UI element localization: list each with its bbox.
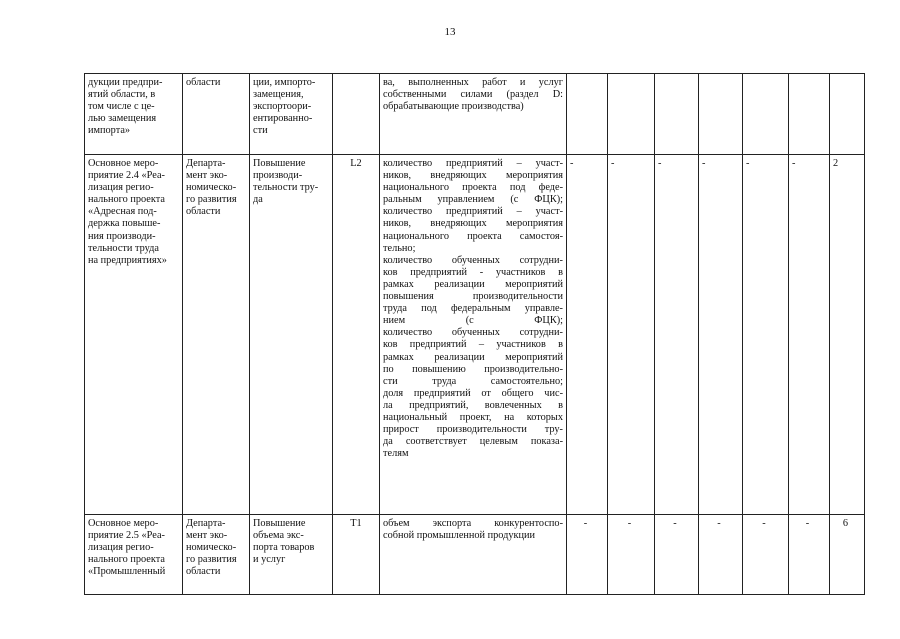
responsible-cell-line: мент эко- [186,530,228,542]
goal-cell-line: ции, импорто- [253,77,316,88]
value-cell: - [699,515,743,595]
indicator-code-cell: L2 [333,155,380,515]
value-cell: - [743,515,789,595]
goal-cell [250,155,333,515]
indicator-description-cell-line: да соответствует целевым показа- [383,436,563,448]
goal-cell-line: производи- [253,170,303,182]
value-cell: - [743,155,789,515]
value-cell [789,74,830,155]
indicator-description-cell [380,74,567,155]
activity-name-cell-line: лизация регио- [88,542,154,554]
value-cell [567,74,608,155]
responsible-cell-line: области [186,206,221,218]
indicator-description-cell-line: ральным управлением (с ФЦК); [383,194,563,206]
indicator-description-cell-line: рамках реализации мероприятий [383,278,563,290]
value-cell: - [608,155,655,515]
value-cell: - [608,515,655,595]
indicator-description-cell-line: ников, внедряющих мероприятия [383,218,563,230]
goal-cell-line: сти [253,125,268,137]
goal-cell-line: ентированно- [253,113,313,125]
activity-name-cell-line: дукции предпри- [88,77,163,88]
activity-name-cell [85,155,183,515]
program-table [84,73,865,595]
indicator-description-cell-line: ков предприятий - участников в [383,266,563,278]
value-cell: - [655,155,699,515]
value-cell [743,74,789,155]
value-cell: - [655,515,699,595]
activity-name-cell-line: «Адресная под- [88,206,157,218]
table-row [85,155,865,515]
indicator-description-cell-line: количество обученных сотрудни- [383,254,563,266]
responsible-cell-line: номическо- [186,542,237,554]
goal-cell-line: Повышение [253,518,306,529]
indicator-description-cell-line: доля предприятий от общего чис- [383,387,563,399]
goal-cell-line: замещения, [253,89,304,101]
activity-name-cell [85,515,183,595]
responsible-cell-line: области [186,566,221,578]
responsible-cell-line: Департа- [186,518,226,529]
value-cell: 2 [830,155,865,515]
value-cell: - [789,515,830,595]
value-cell [608,74,655,155]
table-row [85,74,865,155]
indicator-description-cell-line: рамках реализации мероприятий [383,351,563,363]
value-cell [655,74,699,155]
indicator-description-cell-line: ла предприятий, вовлеченных в [383,399,563,411]
indicator-description-cell-line: ков предприятий – участников в [383,339,563,351]
activity-name-cell [85,74,183,155]
indicator-description-cell-line: нием (с ФЦК); [383,315,563,327]
indicator-description-cell-line: сти труда самостоятельно; [383,375,563,387]
activity-name-cell-line: том числе с це- [88,101,155,113]
indicator-description-cell-line: телям [383,448,409,460]
goal-cell-line: порта товаров [253,542,315,554]
activity-name-cell-line: ятий области, в [88,89,156,101]
value-cell: - [699,155,743,515]
indicator-description-cell-line: количество обученных сотрудни- [383,327,563,339]
indicator-description-cell-line: собственными силами (раздел D: [383,89,563,101]
indicator-description-cell-line: количество предприятий – участ- [383,158,563,169]
activity-name-cell-line: на предприятиях» [88,254,167,266]
value-cell: - [567,515,608,595]
responsible-cell [183,155,250,515]
goal-cell-line: и услуг [253,554,286,566]
indicator-description-cell-line: национальный проект, на которых [383,411,563,423]
indicator-description-cell-line: труда под федеральным управле- [383,303,563,315]
value-cell [699,74,743,155]
indicator-description-cell-line: национального проекта самостоя- [383,230,563,242]
activity-name-cell-line: нального проекта [88,194,165,206]
value-cell [830,74,865,155]
activity-name-cell-line: лью замещения [88,113,157,125]
responsible-cell-line: го развития [186,194,237,206]
indicator-description-cell [380,155,567,515]
responsible-cell-line: мент эко- [186,170,228,182]
value-cell: 6 [830,515,865,595]
goal-cell-line: да [253,194,263,206]
indicator-description-cell-line: по повышению производительно- [383,363,563,375]
activity-name-cell-line: «Промышленный [88,566,166,578]
indicator-description-cell-line: прирост производительности тру- [383,424,563,436]
activity-name-cell-line: Основное меро- [88,518,159,529]
activity-name-cell-line: приятие 2.5 «Реа- [88,530,165,542]
activity-name-cell-line: держка повыше- [88,218,161,230]
indicator-description-cell-line: объем экспорта конкурентоспо- [383,518,563,529]
goal-cell-line: тельности тру- [253,182,319,194]
indicator-description-cell-line: ников, внедряющих мероприятия [383,170,563,182]
page-number: 13 [444,26,456,38]
indicator-description-cell-line: повышения производительности [383,291,563,303]
indicator-description-cell-line: национального проекта под феде- [383,182,563,194]
goal-cell-line: Повышение [253,158,306,169]
indicator-description-cell-line: ва, выполненных работ и услуг [383,77,563,88]
activity-name-cell-line: лизация регио- [88,182,154,194]
indicator-code-cell [333,74,380,155]
responsible-cell-line: го развития [186,554,237,566]
activity-name-cell-line: приятие 2.4 «Реа- [88,170,165,182]
indicator-description-cell-line: тельно; [383,242,416,254]
value-cell: - [567,155,608,515]
goal-cell-line: объема экс- [253,530,304,542]
activity-name-cell-line: ния производи- [88,230,156,242]
responsible-cell-line: области [186,77,221,88]
goal-cell [250,74,333,155]
value-cell: - [789,155,830,515]
table-row [85,515,865,595]
activity-name-cell-line: импорта» [88,125,131,137]
indicator-description-cell-line: количество предприятий – участ- [383,206,563,218]
indicator-code-cell: T1 [333,515,380,595]
responsible-cell-line: Департа- [186,158,226,169]
responsible-cell [183,515,250,595]
indicator-description-cell-line: собной промышленной продукции [383,530,536,542]
responsible-cell [183,74,250,155]
activity-name-cell-line: Основное меро- [88,158,159,169]
responsible-cell-line: номическо- [186,182,237,194]
activity-name-cell-line: тельности труда [88,242,159,254]
activity-name-cell-line: нального проекта [88,554,165,566]
goal-cell-line: экспортоори- [253,101,312,113]
goal-cell [250,515,333,595]
indicator-description-cell-line: обрабатывающие производства) [383,101,524,113]
indicator-description-cell [380,515,567,595]
